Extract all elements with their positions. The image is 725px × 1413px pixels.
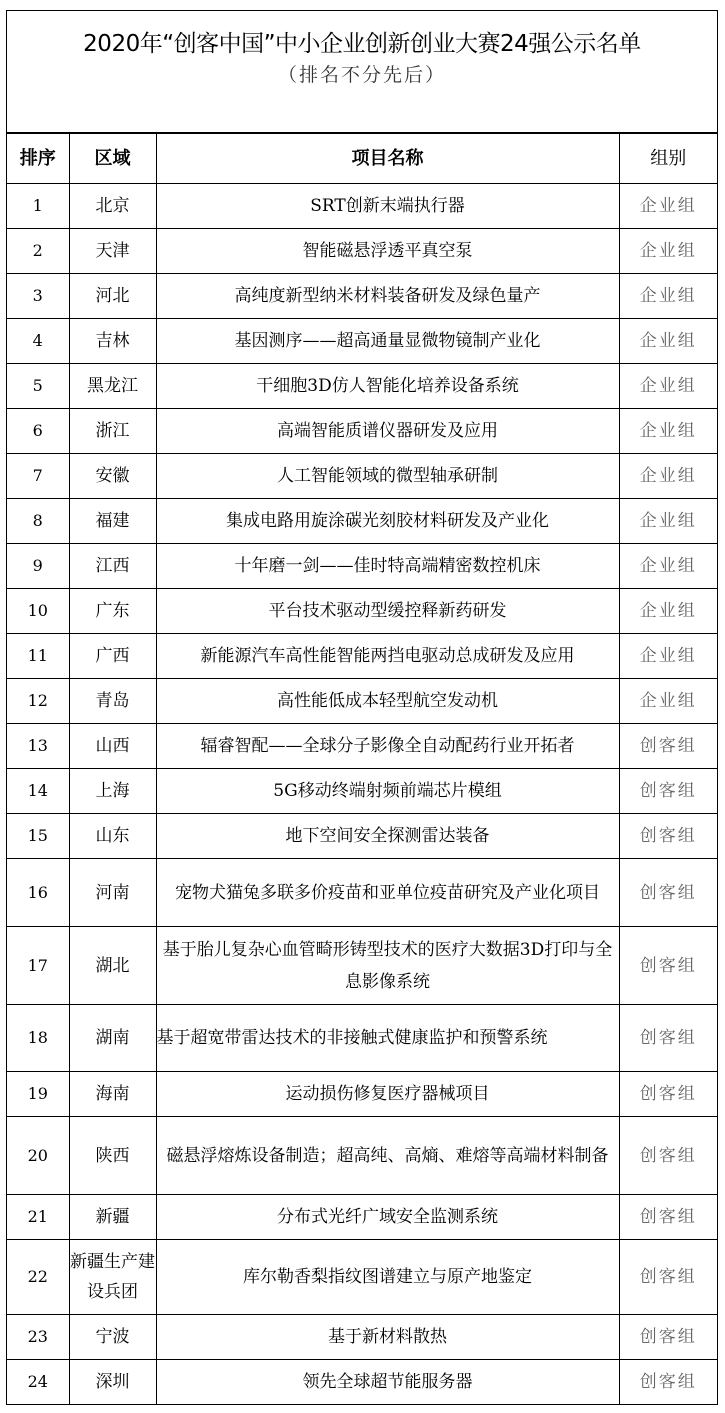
region-cell: 广东 — [69, 589, 156, 634]
rank-cell: 17 — [7, 927, 69, 1005]
region-cell: 青岛 — [69, 679, 156, 724]
region-cell: 湖北 — [69, 927, 156, 1005]
page-title: 2020年“创客中国”中小企业创新创业大赛24强公示名单 — [83, 31, 641, 57]
project-cell: 领先全球超节能服务器 — [156, 1360, 619, 1405]
project-cell: 高性能低成本轻型航空发动机 — [156, 679, 619, 724]
project-cell: 干细胞3D仿人智能化培养设备系统 — [156, 364, 619, 409]
group-cell: 创客组 — [619, 1117, 717, 1195]
rank-cell: 5 — [7, 364, 69, 409]
group-cell: 企业组 — [619, 679, 717, 724]
header-rank: 排序 — [7, 134, 69, 184]
project-cell: 辐睿智配——全球分子影像全自动配药行业开拓者 — [156, 724, 619, 769]
group-cell: 创客组 — [619, 814, 717, 859]
project-cell: 新能源汽车高性能智能两挡电驱动总成研发及应用 — [156, 634, 619, 679]
group-cell: 企业组 — [619, 544, 717, 589]
rank-cell: 15 — [7, 814, 69, 859]
group-cell: 企业组 — [619, 454, 717, 499]
region-cell: 新疆生产建设兵团 — [69, 1240, 156, 1315]
table-row — [7, 274, 717, 319]
rank-cell: 23 — [7, 1315, 69, 1360]
project-cell: 5G移动终端射频前端芯片模组 — [156, 769, 619, 814]
table-row — [7, 454, 717, 499]
title-area — [7, 11, 717, 133]
group-cell: 创客组 — [619, 1195, 717, 1240]
group-cell: 创客组 — [619, 1005, 717, 1072]
group-cell: 创客组 — [619, 1240, 717, 1315]
project-cell: 基于新材料散热 — [156, 1315, 619, 1360]
rank-cell: 8 — [7, 499, 69, 544]
rank-cell: 24 — [7, 1360, 69, 1405]
project-cell: 宠物犬猫兔多联多价疫苗和亚单位疫苗研究及产业化项目 — [156, 859, 619, 927]
region-cell: 浙江 — [69, 409, 156, 454]
rank-cell: 9 — [7, 544, 69, 589]
table-row — [7, 229, 717, 274]
table-row — [7, 1005, 717, 1072]
project-cell: 基因测序——超高通量显微物镜制产业化 — [156, 319, 619, 364]
group-cell: 创客组 — [619, 859, 717, 927]
project-cell: SRT创新末端执行器 — [156, 184, 619, 229]
region-cell: 安徽 — [69, 454, 156, 499]
region-cell: 山东 — [69, 814, 156, 859]
rank-cell: 14 — [7, 769, 69, 814]
group-cell: 创客组 — [619, 927, 717, 1005]
group-cell: 企业组 — [619, 499, 717, 544]
table-row — [7, 319, 717, 364]
project-cell: 分布式光纤广域安全监测系统 — [156, 1195, 619, 1240]
rank-cell: 19 — [7, 1072, 69, 1117]
table-row — [7, 679, 717, 724]
region-cell: 新疆 — [69, 1195, 156, 1240]
region-cell: 吉林 — [69, 319, 156, 364]
group-cell: 创客组 — [619, 1360, 717, 1405]
project-cell: 地下空间安全探测雷达装备 — [156, 814, 619, 859]
region-cell: 深圳 — [69, 1360, 156, 1405]
project-cell: 智能磁悬浮透平真空泵 — [156, 229, 619, 274]
rank-cell: 12 — [7, 679, 69, 724]
table-row — [7, 499, 717, 544]
rank-cell: 7 — [7, 454, 69, 499]
group-cell: 创客组 — [619, 724, 717, 769]
table-row — [7, 859, 717, 927]
region-cell: 河南 — [69, 859, 156, 927]
group-cell: 企业组 — [619, 364, 717, 409]
group-cell: 创客组 — [619, 1072, 717, 1117]
group-cell: 企业组 — [619, 274, 717, 319]
project-cell: 基于胎儿复杂心血管畸形铸型技术的医疗大数据3D打印与全息影像系统 — [156, 927, 619, 1005]
rank-cell: 10 — [7, 589, 69, 634]
table-row — [7, 769, 717, 814]
region-cell: 山西 — [69, 724, 156, 769]
project-cell: 高端智能质谱仪器研发及应用 — [156, 409, 619, 454]
document-table — [6, 10, 718, 1405]
rank-cell: 13 — [7, 724, 69, 769]
table-row — [7, 589, 717, 634]
table-row — [7, 1360, 717, 1405]
group-cell: 企业组 — [619, 589, 717, 634]
table-header — [7, 134, 717, 184]
rank-cell: 4 — [7, 319, 69, 364]
region-cell: 海南 — [69, 1072, 156, 1117]
group-cell: 创客组 — [619, 769, 717, 814]
table-row — [7, 1240, 717, 1315]
project-cell: 集成电路用旋涂碳光刻胶材料研发及产业化 — [156, 499, 619, 544]
rank-cell: 21 — [7, 1195, 69, 1240]
header-group: 组别 — [619, 134, 717, 184]
table-row — [7, 1315, 717, 1360]
rank-cell: 1 — [7, 184, 69, 229]
group-cell: 企业组 — [619, 634, 717, 679]
table-row — [7, 724, 717, 769]
project-cell: 基于超宽带雷达技术的非接触式健康监护和预警系统 — [156, 1005, 619, 1072]
group-cell: 企业组 — [619, 229, 717, 274]
ranking-table — [7, 133, 717, 1405]
rank-cell: 22 — [7, 1240, 69, 1315]
region-cell: 河北 — [69, 274, 156, 319]
region-cell: 湖南 — [69, 1005, 156, 1072]
project-cell: 十年磨一剑——佳时特高端精密数控机床 — [156, 544, 619, 589]
table-row — [7, 184, 717, 229]
table-row — [7, 544, 717, 589]
project-cell: 平台技术驱动型缓控释新药研发 — [156, 589, 619, 634]
table-row — [7, 1117, 717, 1195]
table-row — [7, 634, 717, 679]
region-cell: 黑龙江 — [69, 364, 156, 409]
project-cell: 磁悬浮熔炼设备制造；超高纯、高熵、难熔等高端材料制备 — [156, 1117, 619, 1195]
project-cell: 库尔勒香梨指纹图谱建立与原产地鉴定 — [156, 1240, 619, 1315]
table-row — [7, 409, 717, 454]
rank-cell: 16 — [7, 859, 69, 927]
rank-cell: 18 — [7, 1005, 69, 1072]
region-cell: 江西 — [69, 544, 156, 589]
group-cell: 创客组 — [619, 1315, 717, 1360]
page-subtitle: （排名不分先后） — [277, 64, 446, 86]
region-cell: 广西 — [69, 634, 156, 679]
header-project: 项目名称 — [156, 134, 619, 184]
table-row — [7, 927, 717, 1005]
region-cell: 福建 — [69, 499, 156, 544]
region-cell: 北京 — [69, 184, 156, 229]
rank-cell: 3 — [7, 274, 69, 319]
table-row — [7, 1195, 717, 1240]
project-cell: 高纯度新型纳米材料装备研发及绿色量产 — [156, 274, 619, 319]
region-cell: 上海 — [69, 769, 156, 814]
group-cell: 企业组 — [619, 409, 717, 454]
region-cell: 天津 — [69, 229, 156, 274]
header-region: 区域 — [69, 134, 156, 184]
rank-cell: 2 — [7, 229, 69, 274]
group-cell: 企业组 — [619, 319, 717, 364]
rank-cell: 20 — [7, 1117, 69, 1195]
table-row — [7, 364, 717, 409]
region-cell: 宁波 — [69, 1315, 156, 1360]
table-row — [7, 814, 717, 859]
project-cell: 人工智能领域的微型轴承研制 — [156, 454, 619, 499]
table-row — [7, 1072, 717, 1117]
group-cell: 企业组 — [619, 184, 717, 229]
region-cell: 陕西 — [69, 1117, 156, 1195]
rank-cell: 6 — [7, 409, 69, 454]
project-cell: 运动损伤修复医疗器械项目 — [156, 1072, 619, 1117]
rank-cell: 11 — [7, 634, 69, 679]
